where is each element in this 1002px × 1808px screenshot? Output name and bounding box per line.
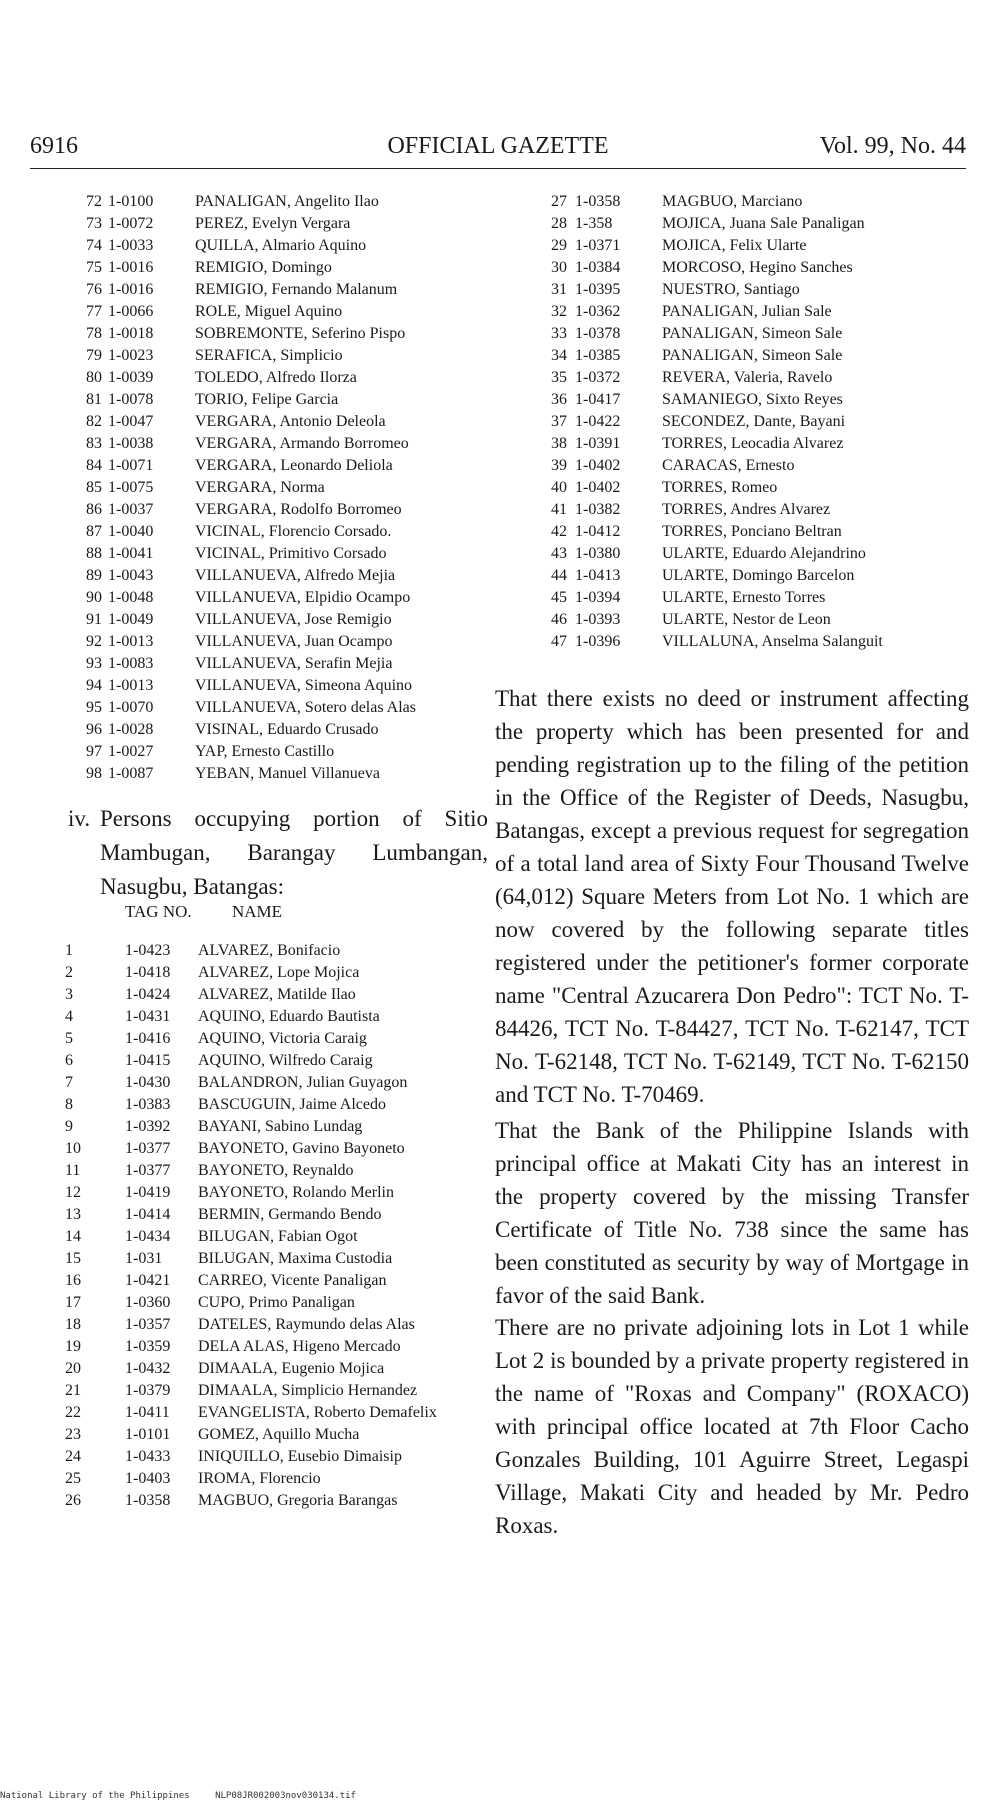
occupant-name: BERMIN, Germando Bendo xyxy=(198,1206,382,1223)
tag-number: 1-0421 xyxy=(125,1272,171,1289)
occupant-name: MOJICA, Felix Ularte xyxy=(662,237,807,254)
tag-number: 1-031 xyxy=(125,1250,163,1267)
entry-number: 30 xyxy=(551,259,567,276)
tag-number: 1-0385 xyxy=(575,347,621,364)
entry-number: 87 xyxy=(86,523,102,540)
entry-number: 83 xyxy=(86,435,102,452)
tag-number: 1-0422 xyxy=(575,413,621,430)
entry-number: 74 xyxy=(86,237,102,254)
occupant-name: TORIO, Felipe Garcia xyxy=(195,391,339,408)
tag-number: 1-0402 xyxy=(575,457,621,474)
tag-number: 1-0083 xyxy=(108,655,154,672)
occupant-name: BILUGAN, Fabian Ogot xyxy=(198,1228,358,1245)
occupant-name: VICINAL, Florencio Corsado. xyxy=(195,523,392,540)
occupant-name: VERGARA, Norma xyxy=(195,479,325,496)
occupant-name: ALVAREZ, Bonifacio xyxy=(198,942,341,959)
occupant-name: TORRES, Andres Alvarez xyxy=(662,501,831,518)
occupant-name: BAYANI, Sabino Lundag xyxy=(198,1118,363,1135)
entry-number: 16 xyxy=(65,1272,81,1289)
occupant-name: VICINAL, Primitivo Corsado xyxy=(195,545,387,562)
tag-number: 1-0087 xyxy=(108,765,154,782)
tag-number: 1-0047 xyxy=(108,413,154,430)
tag-number: 1-0382 xyxy=(575,501,621,518)
tag-number: 1-0379 xyxy=(125,1382,171,1399)
occupant-name: REMIGIO, Domingo xyxy=(195,259,332,276)
occupant-name: DIMAALA, Eugenio Mojica xyxy=(198,1360,385,1377)
entry-number: 79 xyxy=(86,347,102,364)
tag-number: 1-0383 xyxy=(125,1096,171,1113)
occupant-name: DIMAALA, Simplicio Hernandez xyxy=(198,1382,418,1399)
entry-number: 10 xyxy=(65,1140,81,1157)
occupant-name: YEBAN, Manuel Villanueva xyxy=(195,765,380,782)
entry-number: 36 xyxy=(551,391,567,408)
tag-number: 1-0378 xyxy=(575,325,621,342)
tag-number: 1-0396 xyxy=(575,633,621,650)
tag-number: 1-0431 xyxy=(125,1008,171,1025)
occupant-name: ALVAREZ, Lope Mojica xyxy=(198,964,360,981)
entry-number: 25 xyxy=(65,1470,81,1487)
entry-number: 44 xyxy=(551,567,567,584)
entry-number: 3 xyxy=(65,986,73,1003)
entry-number: 14 xyxy=(65,1228,81,1245)
scan-footer xyxy=(0,1791,376,1801)
entry-number: 23 xyxy=(65,1426,81,1443)
occupant-name: AQUINO, Wilfredo Caraig xyxy=(198,1052,373,1069)
paragraph-no-deed: That there exists no deed or instrument affecting the property which has been presented for and pending registration up to the filing of the petition in the Office of the Register of Deeds, Nasugbu, Batangas, except a previous request for segregation of a total land area of Sixty Four Thousand Twelve (64,012) Square Meters from Lot No. 1 which are now covered by the following separate titles registered under the petitioner's former corporate name "Central Azucarera Don Pedro": TCT No. T-84426, TCT No. T-84427, TCT No. T-62147, TCT No. T-62148, TCT No. T-62149, TCT No. T-62150 and TCT No. T-70469. xyxy=(495,686,969,1107)
entry-number: 78 xyxy=(86,325,102,342)
occupant-name: PEREZ, Evelyn Vergara xyxy=(195,215,351,232)
entry-number: 8 xyxy=(65,1096,73,1113)
tag-number: 1-0391 xyxy=(575,435,621,452)
paragraph-bank-interest: That the Bank of the Philippine Islands with principal office at Makati City has an interest in the property covered by the missing Transfer Certificate of Title No. 738 since the same has been constituted as security by way of Mortgage in favor of the said Bank. xyxy=(495,1118,969,1308)
tag-number: 1-0037 xyxy=(108,501,154,518)
tag-number: 1-0395 xyxy=(575,281,621,298)
tag-number: 1-0018 xyxy=(108,325,154,342)
tag-number: 1-0403 xyxy=(125,1470,171,1487)
entry-number: 96 xyxy=(86,721,102,738)
occupant-name: NUESTRO, Santiago xyxy=(662,281,800,298)
tag-number: 1-0416 xyxy=(125,1030,171,1047)
entry-number: 81 xyxy=(86,391,102,408)
entry-number: 4 xyxy=(65,1008,73,1025)
entry-number: 35 xyxy=(551,369,567,386)
tag-number: 1-0041 xyxy=(108,545,154,562)
section-heading-text: Persons occupying portion of Sitio Mambugan, Barangay Lumbangan, Nasugbu, Batangas: xyxy=(100,806,488,899)
entry-number: 86 xyxy=(86,501,102,518)
tag-number: 1-0402 xyxy=(575,479,621,496)
entry-number: 31 xyxy=(551,281,567,298)
occupant-name: TOLEDO, Alfredo Ilorza xyxy=(195,369,357,386)
tag-number: 1-0016 xyxy=(108,281,154,298)
tag-number: 1-0023 xyxy=(108,347,154,364)
entry-number: 29 xyxy=(551,237,567,254)
tag-number: 1-0377 xyxy=(125,1140,171,1157)
occupant-name: PANALIGAN, Simeon Sale xyxy=(662,347,843,364)
occupant-name: VILLANUEVA, Alfredo Mejia xyxy=(195,567,396,584)
occupant-name: SAMANIEGO, Sixto Reyes xyxy=(662,391,843,408)
occupant-name: MAGBUO, Marciano xyxy=(662,193,803,210)
occupant-name: PANALIGAN, Simeon Sale xyxy=(662,325,843,342)
entry-number: 94 xyxy=(86,677,102,694)
tag-number: 1-0384 xyxy=(575,259,621,276)
occupant-name: MOJICA, Juana Sale Panaligan xyxy=(662,215,865,232)
column-header-name: NAME xyxy=(232,902,283,921)
tag-number: 1-0423 xyxy=(125,942,171,959)
occupant-name: VILLANUEVA, Sotero delas Alas xyxy=(195,699,417,716)
occupant-name: VILLANUEVA, Jose Remigio xyxy=(195,611,392,628)
tag-number: 1-0417 xyxy=(575,391,621,408)
entry-number: 39 xyxy=(551,457,567,474)
entry-number: 47 xyxy=(551,633,567,650)
entry-number: 75 xyxy=(86,259,102,276)
occupant-name: TORRES, Romeo xyxy=(662,479,778,496)
tag-number: 1-0016 xyxy=(108,259,154,276)
tag-number: 1-0071 xyxy=(108,457,154,474)
tag-number: 1-0371 xyxy=(575,237,621,254)
tag-number: 1-0013 xyxy=(108,633,154,650)
entry-number: 1 xyxy=(65,942,73,959)
occupant-name: PANALIGAN, Julian Sale xyxy=(662,303,832,320)
occupant-name: CARACAS, Ernesto xyxy=(662,457,795,474)
entry-number: 80 xyxy=(86,369,102,386)
occupant-name: PANALIGAN, Angelito Ilao xyxy=(195,193,379,210)
section-numeral: iv. xyxy=(68,806,91,831)
tag-number: 1-0100 xyxy=(108,193,154,210)
entry-number: 91 xyxy=(86,611,102,628)
tag-number: 1-0362 xyxy=(575,303,621,320)
occupant-name: VISINAL, Eduardo Crusado xyxy=(195,721,379,738)
occupant-name: TORRES, Ponciano Beltran xyxy=(662,523,842,540)
tag-number: 1-0028 xyxy=(108,721,154,738)
entry-number: 32 xyxy=(551,303,567,320)
occupant-name: VERGARA, Rodolfo Borromeo xyxy=(195,501,402,518)
tag-number: 1-0360 xyxy=(125,1294,171,1311)
occupant-name: BAYONETO, Rolando Merlin xyxy=(198,1184,394,1201)
occupant-name: BALANDRON, Julian Guyagon xyxy=(198,1074,408,1091)
entry-number: 77 xyxy=(86,303,102,320)
entry-number: 41 xyxy=(551,501,567,518)
tag-number: 1-0358 xyxy=(125,1492,171,1509)
column-header-tag: TAG NO. xyxy=(125,902,192,921)
occupant-name: DELA ALAS, Higeno Mercado xyxy=(198,1338,401,1355)
entry-number: 33 xyxy=(551,325,567,342)
tag-number: 1-0419 xyxy=(125,1184,171,1201)
publication-title: OFFICIAL GAZETTE xyxy=(387,133,609,159)
library-name: National Library of the Philippines xyxy=(0,1791,190,1801)
occupant-name: VILLANUEVA, Serafin Mejia xyxy=(195,655,393,672)
entry-number: 40 xyxy=(551,479,567,496)
tag-number: 1-0358 xyxy=(575,193,621,210)
occupant-name: ULARTE, Ernesto Torres xyxy=(662,589,826,606)
entry-number: 76 xyxy=(86,281,102,298)
occupant-name: VILLANUEVA, Elpidio Ocampo xyxy=(195,589,411,606)
entry-number: 17 xyxy=(65,1294,81,1311)
page-header xyxy=(30,130,966,162)
tag-number: 1-0424 xyxy=(125,986,171,1003)
tag-number: 1-0413 xyxy=(575,567,621,584)
entry-number: 43 xyxy=(551,545,567,562)
tag-number: 1-0415 xyxy=(125,1052,171,1069)
occupant-name: SERAFICA, Simplicio xyxy=(195,347,343,364)
entry-number: 42 xyxy=(551,523,567,540)
tag-number: 1-0414 xyxy=(125,1206,171,1223)
occupant-name: YAP, Ernesto Castillo xyxy=(195,743,335,760)
tag-number: 1-0394 xyxy=(575,589,621,606)
occupant-name: REVERA, Valeria, Ravelo xyxy=(662,369,833,386)
entry-number: 12 xyxy=(65,1184,81,1201)
occupant-name: ULARTE, Eduardo Alejandrino xyxy=(662,545,866,562)
occupant-name: CARREO, Vicente Panaligan xyxy=(198,1272,387,1289)
occupant-name: VERGARA, Leonardo Deliola xyxy=(195,457,393,474)
tag-number: 1-0432 xyxy=(125,1360,171,1377)
tag-number: 1-0040 xyxy=(108,523,154,540)
occupant-name: EVANGELISTA, Roberto Demafelix xyxy=(198,1404,437,1421)
entry-number: 24 xyxy=(65,1448,81,1465)
entry-number: 84 xyxy=(86,457,102,474)
entry-number: 13 xyxy=(65,1206,81,1223)
tag-number: 1-0038 xyxy=(108,435,154,452)
entry-number: 92 xyxy=(86,633,102,650)
tag-number: 1-0043 xyxy=(108,567,154,584)
entry-number: 19 xyxy=(65,1338,81,1355)
occupant-name: VERGARA, Armando Borromeo xyxy=(195,435,409,452)
entry-number: 93 xyxy=(86,655,102,672)
section-iv-heading xyxy=(68,802,488,904)
header-rule xyxy=(30,168,966,169)
tag-number: 1-0357 xyxy=(125,1316,171,1333)
entry-number: 11 xyxy=(65,1162,81,1179)
page-number: 6916 xyxy=(30,133,78,159)
occupant-name: AQUINO, Eduardo Bautista xyxy=(198,1008,380,1025)
occupant-name: MORCOSO, Hegino Sanches xyxy=(662,259,853,276)
occupant-name: GOMEZ, Aquillo Mucha xyxy=(198,1426,360,1443)
tag-number: 1-0392 xyxy=(125,1118,171,1135)
occupant-name: AQUINO, Victoria Caraig xyxy=(198,1030,367,1047)
tag-number: 1-0033 xyxy=(108,237,154,254)
occupant-name: QUILLA, Almario Aquino xyxy=(195,237,367,254)
entry-number: 98 xyxy=(86,765,102,782)
occupant-name: SOBREMONTE, Seferino Pispo xyxy=(195,325,406,342)
tag-number: 1-0072 xyxy=(108,215,154,232)
entry-number: 97 xyxy=(86,743,102,760)
tag-number: 1-0393 xyxy=(575,611,621,628)
occupant-name: BAYONETO, Reynaldo xyxy=(198,1162,354,1179)
entry-number: 46 xyxy=(551,611,567,628)
tag-number: 1-0075 xyxy=(108,479,154,496)
occupant-name: ULARTE, Nestor de Leon xyxy=(662,611,831,628)
occupant-name: ULARTE, Domingo Barcelon xyxy=(662,567,855,584)
tag-number: 1-0380 xyxy=(575,545,621,562)
tag-number: 1-0377 xyxy=(125,1162,171,1179)
tag-number: 1-0027 xyxy=(108,743,154,760)
entry-number: 22 xyxy=(65,1404,81,1421)
entry-number: 82 xyxy=(86,413,102,430)
entry-number: 28 xyxy=(551,215,567,232)
entry-number: 5 xyxy=(65,1030,73,1047)
tag-number: 1-0418 xyxy=(125,964,171,981)
entry-number: 45 xyxy=(551,589,567,606)
entry-number: 9 xyxy=(65,1118,73,1135)
occupant-name: ROLE, Miguel Aquino xyxy=(195,303,343,320)
entry-number: 27 xyxy=(551,193,567,210)
entry-number: 6 xyxy=(65,1052,73,1069)
entry-number: 7 xyxy=(65,1074,73,1091)
occupant-name: BILUGAN, Maxima Custodia xyxy=(198,1250,393,1267)
tag-number: 1-358 xyxy=(575,215,613,232)
entry-number: 90 xyxy=(86,589,102,606)
tag-number: 1-0048 xyxy=(108,589,154,606)
entry-number: 73 xyxy=(86,215,102,232)
tag-number: 1-0070 xyxy=(108,699,154,716)
occupant-name: REMIGIO, Fernando Malanum xyxy=(195,281,398,298)
occupant-name: VILLALUNA, Anselma Salanguit xyxy=(662,633,883,650)
entry-number: 89 xyxy=(86,567,102,584)
tag-number: 1-0430 xyxy=(125,1074,171,1091)
entry-number: 18 xyxy=(65,1316,81,1333)
tag-number: 1-0013 xyxy=(108,677,154,694)
entry-number: 2 xyxy=(65,964,73,981)
occupant-name: TORRES, Leocadia Alvarez xyxy=(662,435,844,452)
entry-number: 95 xyxy=(86,699,102,716)
entry-number: 21 xyxy=(65,1382,81,1399)
tag-number: 1-0049 xyxy=(108,611,154,628)
occupant-name: VILLANUEVA, Simeona Aquino xyxy=(195,677,413,694)
paragraph-adjoining-lots: There are no private adjoining lots in Lot 1 while Lot 2 is bounded by a private property registered in the name of "Roxas and Company" (ROXACO) with principal office located at 7th Floor Cacho Gonzales Building, 101 Aguirre Street, Legaspi Village, Makati City and headed by Mr. Pedro Roxas. xyxy=(495,1315,969,1538)
entry-number: 20 xyxy=(65,1360,81,1377)
occupant-name: ALVAREZ, Matilde Ilao xyxy=(198,986,356,1003)
occupant-name: VILLANUEVA, Juan Ocampo xyxy=(195,633,393,650)
tag-number: 1-0078 xyxy=(108,391,154,408)
entry-number: 26 xyxy=(65,1492,81,1509)
tag-number: 1-0359 xyxy=(125,1338,171,1355)
entry-number: 85 xyxy=(86,479,102,496)
tag-number: 1-0372 xyxy=(575,369,621,386)
occupant-name: BAYONETO, Gavino Bayoneto xyxy=(198,1140,405,1157)
tag-number: 1-0101 xyxy=(125,1426,171,1443)
occupant-name: BASCUGUIN, Jaime Alcedo xyxy=(198,1096,386,1113)
occupant-name: MAGBUO, Gregoria Barangas xyxy=(198,1492,398,1509)
occupant-name: IROMA, Florencio xyxy=(198,1470,321,1487)
tag-number: 1-0434 xyxy=(125,1228,171,1245)
tag-number: 1-0039 xyxy=(108,369,154,386)
entry-number: 88 xyxy=(86,545,102,562)
occupant-name: VERGARA, Antonio Deleola xyxy=(195,413,386,430)
entry-number: 72 xyxy=(86,193,102,210)
occupant-name: SECONDEZ, Dante, Bayani xyxy=(662,413,846,430)
entry-number: 38 xyxy=(551,435,567,452)
tag-number: 1-0412 xyxy=(575,523,621,540)
entry-number: 34 xyxy=(551,347,567,364)
occupant-name: DATELES, Raymundo delas Alas xyxy=(198,1316,415,1333)
tag-number: 1-0411 xyxy=(125,1404,170,1421)
occupant-name: CUPO, Primo Panaligan xyxy=(198,1294,355,1311)
occupant-name: INIQUILLO, Eusebio Dimaisip xyxy=(198,1448,402,1465)
scan-filename: NLP08JR002003nov030134.tif xyxy=(215,1791,356,1801)
entry-number: 15 xyxy=(65,1250,81,1267)
tag-number: 1-0066 xyxy=(108,303,154,320)
volume-number: Vol. 99, No. 44 xyxy=(819,133,966,159)
tag-number: 1-0433 xyxy=(125,1448,171,1465)
entry-number: 37 xyxy=(551,413,567,430)
